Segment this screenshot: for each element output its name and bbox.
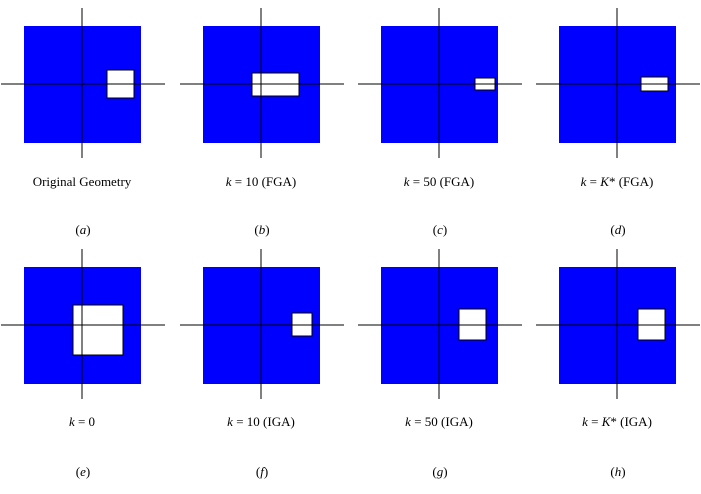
caption-c — [354, 174, 524, 190]
caption-var: K — [600, 174, 609, 189]
caption-text: = — [587, 414, 602, 429]
geometry-plot-h — [536, 249, 700, 399]
caption-var: k — [68, 414, 75, 429]
caption-text: = — [586, 174, 601, 189]
subfig-label-f: (f) — [255, 464, 269, 479]
caption-text: * (FGA) — [608, 174, 654, 189]
caption-text: Original Geometry — [32, 174, 132, 189]
caption-text: * (IGA) — [610, 414, 652, 429]
caption-e — [0, 414, 167, 430]
subfig-label-d: (d) — [610, 222, 626, 237]
subfig-label-g: (g) — [432, 464, 448, 479]
panel-e — [1, 249, 165, 369]
geometry-plot-b — [180, 8, 344, 158]
panel-a — [1, 8, 165, 128]
caption-var: k — [227, 414, 233, 429]
geometry-plot-c — [358, 8, 522, 158]
hole-rect — [73, 305, 123, 355]
caption-text: = 50 (IGA) — [410, 414, 473, 429]
caption-g — [354, 414, 524, 430]
caption-var: k — [403, 174, 410, 189]
caption-text: = 10 (IGA) — [232, 414, 295, 429]
subfig-label-b: (b) — [254, 222, 270, 237]
subfig-label-h: (h) — [610, 464, 626, 479]
caption-var: K — [601, 414, 611, 429]
caption-var: k — [582, 414, 588, 429]
caption-var: k — [225, 174, 232, 189]
panel-d — [536, 8, 700, 128]
panel-h — [536, 249, 700, 369]
caption-b — [176, 174, 346, 190]
caption-text: = 50 (FGA) — [409, 174, 475, 189]
subfig-label-e: (e) — [75, 464, 91, 479]
subfig-label-a: (a) — [75, 222, 91, 237]
geometry-plot-e — [1, 249, 165, 399]
panel-c — [358, 8, 522, 128]
caption-text: = 10 (FGA) — [231, 174, 297, 189]
panel-g — [358, 249, 522, 369]
caption-f — [176, 414, 346, 430]
geometry-plot-f — [180, 249, 344, 399]
panel-f — [180, 249, 344, 369]
panel-b — [180, 8, 344, 128]
caption-h — [532, 414, 701, 430]
subfig-label-c: (c) — [432, 222, 448, 237]
caption-text: = 0 — [74, 414, 96, 429]
caption-d — [532, 174, 701, 190]
geometry-plot-d — [536, 8, 700, 158]
geometry-plot-g — [358, 249, 522, 399]
caption-var: k — [580, 174, 587, 189]
geometry-plot-a — [1, 8, 165, 158]
caption-var: k — [405, 414, 411, 429]
caption-a — [0, 174, 167, 190]
